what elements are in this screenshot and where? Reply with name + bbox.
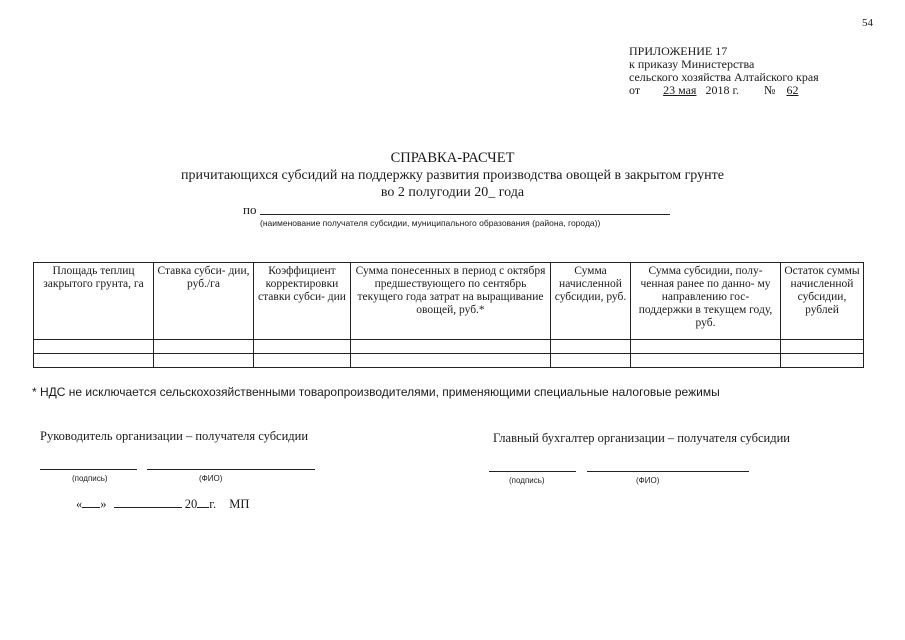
table-cell xyxy=(781,340,864,354)
date-day-blank xyxy=(82,507,100,508)
appendix-date-day: 23 мая xyxy=(663,83,697,97)
table-header-row xyxy=(34,263,864,340)
accountant-signature-line xyxy=(489,471,576,472)
date-open-quote: « xyxy=(76,497,83,511)
recipient-note: (наименование получателя субсидии, муниципального образования (района, города)) xyxy=(260,218,601,228)
date-year-prefix: 20 xyxy=(184,497,198,511)
document-subtitle: причитающихся субсидий на поддержку развития производства овощей в закрытом грунте xyxy=(181,168,724,183)
date-year-suffix: г. xyxy=(209,497,217,511)
header-rate-coefficient: Коэффициент корректировки ставки субси- дии xyxy=(254,263,351,340)
po-label: по xyxy=(243,202,257,217)
date-month-blank xyxy=(114,507,182,508)
appendix-header xyxy=(629,45,819,97)
accountant-name-label: (ФИО) xyxy=(636,476,660,485)
vat-footnote: * НДС не исключается сельскохозяйственными товаропроизводителями, применяющими специальные налоговые режимы xyxy=(32,385,720,399)
appendix-title: ПРИЛОЖЕНИЕ 17 xyxy=(629,44,728,58)
table-cell xyxy=(351,354,551,368)
head-name-line xyxy=(147,469,315,470)
stamp-label: МП xyxy=(229,497,250,511)
table-cell xyxy=(254,340,351,354)
appendix-year: 2018 г. xyxy=(705,83,740,97)
date-close-quote: » xyxy=(100,497,107,511)
accountant-signature-title: Главный бухгалтер организации – получателя субсидии xyxy=(493,431,790,445)
subsidy-table xyxy=(33,262,864,368)
accountant-name-line xyxy=(587,471,749,472)
document-title: СПРАВКА-РАСЧЕТ xyxy=(390,150,515,166)
document-period: во 2 полугодии 20_ года xyxy=(380,185,525,200)
header-subsidy-rate: Ставка субси- дии, руб./га xyxy=(154,263,254,340)
table-cell xyxy=(34,340,154,354)
table-row xyxy=(34,354,864,368)
table-row xyxy=(34,340,864,354)
table-cell xyxy=(551,340,631,354)
table-cell xyxy=(154,340,254,354)
table-cell xyxy=(631,354,781,368)
document-title-block xyxy=(0,150,905,201)
page-number: 54 xyxy=(862,17,873,29)
signature-date-row xyxy=(76,497,249,512)
date-year-blank xyxy=(197,507,209,508)
accountant-sign-label: (подпись) xyxy=(509,476,545,485)
recipient-name-line xyxy=(260,214,670,215)
table-cell xyxy=(551,354,631,368)
head-signature-title: Руководитель организации – получателя субсидии xyxy=(40,429,309,443)
appendix-number: 62 xyxy=(786,83,799,97)
appendix-number-label: № xyxy=(764,83,776,97)
header-costs-sum: Сумма понесенных в период с октября предшествующего по сентябрь текущего года затрат на выращивание овощей, руб.* xyxy=(351,263,551,340)
head-signature-line xyxy=(40,469,137,470)
head-name-label: (ФИО) xyxy=(199,474,223,483)
head-sign-label: (подпись) xyxy=(72,474,108,483)
appendix-date-line xyxy=(629,84,819,97)
table-cell xyxy=(154,354,254,368)
table-cell xyxy=(254,354,351,368)
header-greenhouse-area: Площадь теплиц закрытого грунта, га xyxy=(34,263,154,340)
header-previously-received: Сумма субсидии, полу- ченная ранее по данно- му направлению гос- поддержки в текущем году, руб. xyxy=(631,263,781,340)
header-remaining-subsidy: Остаток суммы начисленной субсидии, рублей xyxy=(781,263,864,340)
appendix-line1: к приказу Министерства xyxy=(629,57,755,71)
table-cell xyxy=(631,340,781,354)
table-cell xyxy=(781,354,864,368)
appendix-from-label: от xyxy=(629,83,641,97)
header-accrued-subsidy: Сумма начисленной субсидии, руб. xyxy=(551,263,631,340)
table-cell xyxy=(351,340,551,354)
appendix-line2: сельского хозяйства Алтайского края xyxy=(629,70,819,84)
table-cell xyxy=(34,354,154,368)
